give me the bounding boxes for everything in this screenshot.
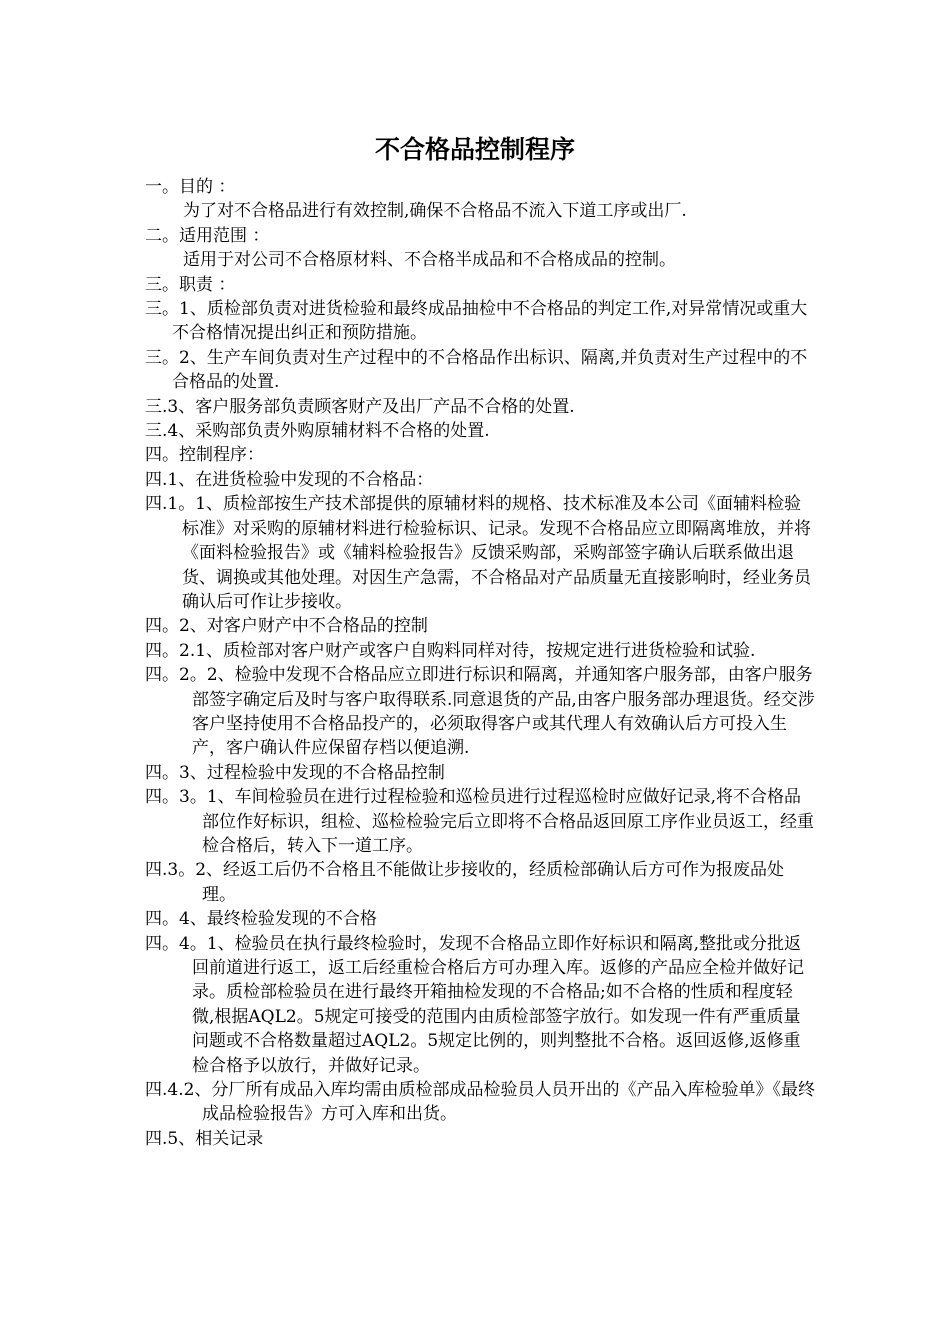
paragraph-scope: 适用于对公司不合格原材料、不合格半成品和不合格成品的控制。: [183, 250, 676, 271]
clause-4-3: 四。3、过程检验中发现的不合格品控制: [145, 762, 445, 783]
clause-4-2-2: 四。2。2、检验中发现不合格品应立即进行标识和隔离，并通知客户服务部，由客户服务部签字确定后及时与客户取得联系.同意退货的产品,由客户服务部办理退货。经交涉客户坚持使用不合格品投产的，必须取得客户或其代理人有效确认后方可投入生产，客户确认件应保留存档以便追溯.: [145, 665, 815, 759]
clause-4-4: 四。4、最终检验发现的不合格: [145, 909, 377, 930]
clause-4-2-1: 四。2.1、质检部对客户财产或客户自购料同样对待，按规定进行进货检验和试验.: [145, 640, 756, 661]
clause-4-3-1: 四。3。1、车间检验员在进行过程检验和巡检员进行过程巡检时应做好记录,将不合格品部位作好标识，组检、巡检检验完后立即将不合格品返回原工序作业员返工，经重检合格后，转入下一道工序。: [145, 787, 814, 856]
section-heading-purpose: 一。目的 ：: [145, 177, 236, 197]
clause-3-3: 三.3、客户服务部负责顾客财产及出厂产品不合格的处置.: [145, 396, 575, 417]
section-heading-responsibility: 三。职责 ：: [145, 274, 236, 295]
clause-3-4: 三.4、采购部负责外购原辅材料不合格的处置.: [145, 421, 490, 442]
clause-4-4-1: 四。4。1、检验员在执行最终检验时，发现不合格品立即作好标识和隔离,整批或分批返回前道进行返工，返工后经重检合格后方可办理入库。返修的产品应全检并做好记录。质检部检验员在进行最终开箱抽检发现的不合格品;如不合格的性质和程度轻微,根据AQL2。5规定可接受的范围内由质检部签字放行。如发现一件有严重质量问题或不合格数量超过AQL2。5规定比例的，则判整批不合格。返回返修,返修重检合格予以放行，并做好记录。: [145, 933, 804, 1076]
clause-4-4-2: 四.4.2、分厂所有成品入库均需由质检部成品检验员人员开出的《产品入库检验单》《最终成品检验报告》方可入库和出货。: [145, 1080, 815, 1125]
clause-3-2: 三。2、生产车间负责对生产过程中的不合格品作出标识、隔离,并负责对生产过程中的不合格品的处置.: [145, 347, 808, 393]
section-heading-control: 四。控制程序：: [145, 445, 264, 466]
paragraph-purpose: 为了对不合格品进行有效控制,确保不合格品不流入下道工序或出厂.: [183, 201, 687, 222]
clause-3-1: 三。1、质检部负责对进货检验和最终成品抽检中不合格品的判定工作,对异常情况或重大不合格情况提出纠正和预防措施。: [145, 299, 808, 344]
clause-4-3-2: 四.3。2、经返工后仍不合格且不能做让步接收的，经质检部确认后方可作为报废品处理。: [145, 860, 785, 905]
clause-4-1-1: 四.1。1、质检部按生产技术部提供的原辅材料的规格、技术标准及本公司《面辅料检验标准》对采购的原辅材料进行检验标识、记录。发现不合格品应立即隔离堆放，并将《面料检验报告》或《辅料检验报告》反馈采购部，采购部签字确认后联系做出退货、调换或其他处理。对因生产急需，不合格品对产品质量无直接影响时，经业务员确认后可作让步接收。: [145, 494, 811, 612]
document-title: 不合格品控制程序: [374, 135, 575, 164]
clause-4-5: 四.5、相关记录: [145, 1128, 264, 1149]
clause-4-1: 四.1、在进货检验中发现的不合格品：: [145, 469, 434, 490]
section-heading-scope: 二。适用范围 ：: [145, 225, 270, 246]
clause-4-2: 四。2、对客户财产中不合格品的控制: [145, 616, 428, 637]
document-body: [145, 175, 815, 1151]
